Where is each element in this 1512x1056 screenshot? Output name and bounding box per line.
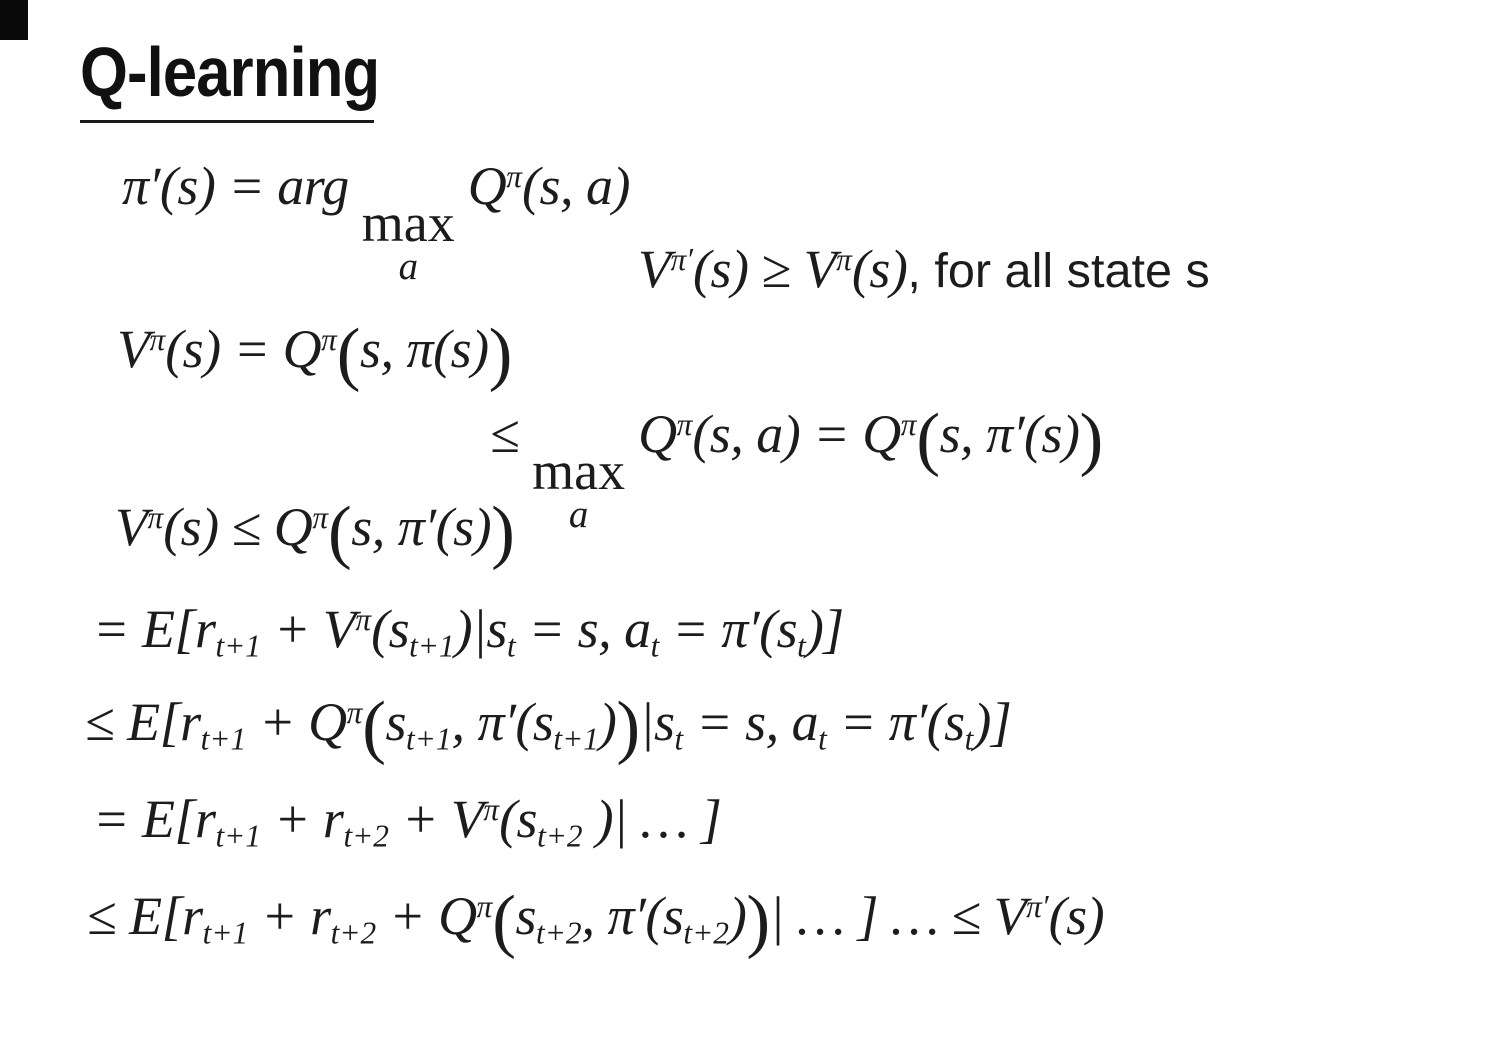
max-operator: max [361,192,455,253]
math-run: = π′(s [659,599,798,659]
math-run: (s, a) [521,156,630,216]
math-run: ) [598,692,617,753]
math-run: + V [260,599,356,659]
big-paren: ) [746,881,770,960]
math-run: V [638,239,671,299]
math-run: ) [728,886,747,947]
subscript: t+1 [409,628,455,664]
math-run: + r [248,886,331,947]
slide-title: Q-learning [80,33,380,111]
math-run: )] [973,692,1012,753]
math-run: )|s [454,599,507,659]
max-underset [361,192,455,289]
superscript: π [149,321,166,357]
big-paren: ) [1079,399,1103,478]
subscript: t [674,721,684,757]
subscript: t+2 [343,818,389,854]
equation-v-equals-q [117,315,512,393]
math-run: = π′(s [826,692,965,753]
big-paren: ) [488,314,512,393]
big-paren: ( [336,314,361,393]
math-run: (s) [851,239,908,299]
max-argument: a [568,493,589,537]
math-run: + r [260,789,344,849]
equation-value-improvement [638,240,1210,299]
math-run: = s, a [515,599,651,659]
math-run: s, π′(s) [351,497,492,558]
math-run: , π′(s [451,692,554,753]
equation-max-bound [490,399,1103,537]
superscript: π [321,321,337,357]
big-paren: ( [362,687,386,766]
math-run: + Q [246,692,347,753]
math-run: ≤ [490,404,533,465]
subscript: t [818,721,827,757]
superscript: π [355,601,372,637]
superscript: π [476,888,493,924]
math-run: (s) ≥ V [693,239,837,299]
subscript: t+1 [200,721,247,757]
subscript: t+2 [683,915,729,951]
superscript: π [676,406,693,442]
big-paren: ) [616,687,640,766]
math-run: π′(s) = arg [122,156,362,216]
math-run: + V [388,789,484,849]
math-run: Q [454,156,507,216]
equation-expectation-step-2 [85,688,1011,766]
superscript: π′ [670,241,694,277]
math-run: = E[r [93,789,216,849]
big-paren: ( [916,399,940,478]
subscript: t [797,628,806,664]
subscript: t [506,628,516,664]
superscript: π [312,499,328,535]
max-underset [532,440,626,537]
math-run: | … ] … ≤ V [769,886,1027,947]
math-run: + Q [376,886,477,947]
superscript: π [900,406,917,442]
math-run: = s, a [683,692,819,753]
math-run: ≤ E[r [85,692,201,753]
equation-v-leq-q [115,493,514,571]
subscript: t+1 [215,628,261,664]
math-run: )] [805,599,844,659]
math-run: (s) ≤ Q [163,497,313,558]
math-run: (s [371,599,410,659]
subscript: t+1 [553,721,599,757]
math-run: |s [639,692,675,753]
subscript: t [964,721,974,757]
math-run: s [515,886,536,947]
math-run: (s, a) = Q [692,404,901,465]
big-paren: ) [491,492,515,571]
subscript: t+2 [330,915,377,951]
big-paren: ( [492,881,516,960]
superscript: π [147,499,164,535]
math-run: Q [625,404,677,465]
math-run: = E[r [93,599,216,659]
math-run: )| … ] [582,789,722,849]
superscript: π [483,791,500,827]
math-run: V [115,497,148,558]
plain-text: , for all state s [907,244,1210,298]
equation-greedy-policy [122,156,630,289]
superscript: π′ [1026,888,1049,924]
equation-expectation-step-1 [93,600,844,664]
subscript: t [650,628,660,664]
subscript: t+1 [202,915,249,951]
subscript: t+2 [536,915,582,951]
superscript: π [346,694,363,730]
math-run: s, π(s) [360,319,489,380]
math-run: s [385,692,407,753]
corner-artifact [0,0,28,40]
subscript: t+1 [406,721,452,757]
equation-expectation-step-3 [93,790,721,854]
math-run: s, π′(s) [939,404,1080,465]
math-run: , π′(s [581,886,684,947]
superscript: π [836,241,852,277]
math-run: V [117,319,150,380]
math-run: (s) [1048,886,1105,947]
superscript: π [506,158,522,194]
subscript: t+1 [215,818,261,854]
math-run: (s) = Q [165,319,322,380]
math-run: ≤ E[r [87,886,203,947]
title-underline [80,120,374,123]
equation-expectation-step-4 [87,882,1104,960]
subscript: t+2 [537,818,583,854]
max-operator: max [532,440,626,501]
big-paren: ( [328,492,352,571]
math-run: (s [499,789,538,849]
max-argument: a [398,245,418,289]
